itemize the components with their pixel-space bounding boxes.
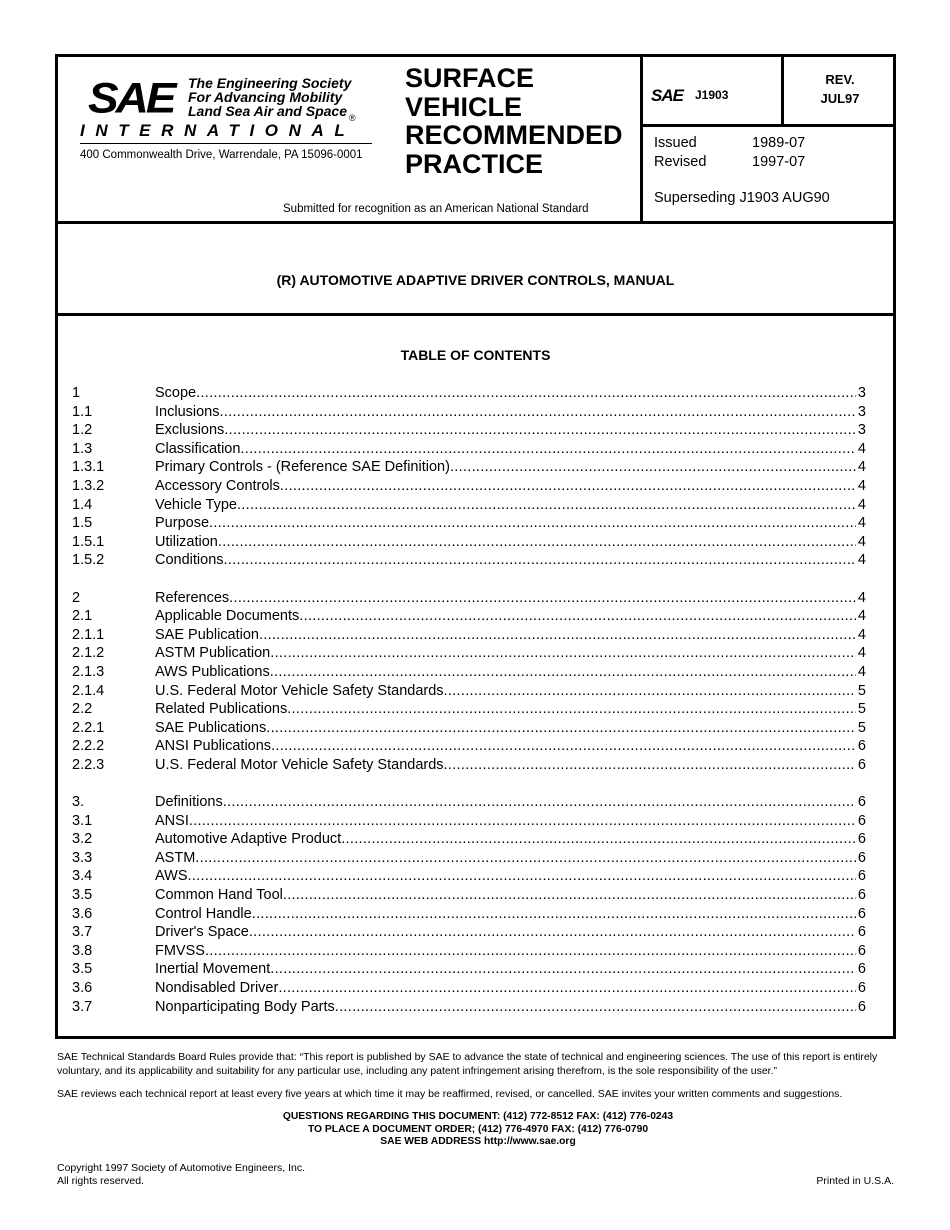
- toc-entry-title: Inertial Movement: [155, 961, 271, 978]
- review-policy-text: SAE reviews each technical report at least every five years at which time it may be reaffirmed, revised, or cancelled. SAE invites your written comments and suggestions.: [57, 1088, 843, 1100]
- toc-entry-page: 6: [857, 961, 866, 978]
- toc-entry-page: 4: [857, 589, 866, 606]
- toc-entry-number: 2: [72, 589, 81, 606]
- document-number: J1903: [695, 88, 729, 102]
- toc-entry-title: Classification: [155, 440, 241, 457]
- toc-entry-title: Conditions: [155, 552, 224, 569]
- contact-info: QUESTIONS REGARDING THIS DOCUMENT: (412) 772-8512 FAX: (412) 776-0243 TO PLACE A DOCUMENT ORDER; (412) 776-4970 FAX: (412) 776-0790 SAE WEB ADDRESS http://www.sae.org: [282, 1111, 674, 1147]
- toc-entry[interactable]: [72, 700, 866, 719]
- toc-entry-title: Driver's Space: [155, 924, 249, 941]
- toc-dot-leader: [209, 514, 856, 533]
- toc-entry-title: ANSI Publications: [155, 738, 272, 755]
- toc-entry-number: 3.4: [72, 868, 93, 885]
- table-of-contents: [72, 384, 866, 1016]
- toc-entry-number: 2.1.4: [72, 682, 105, 699]
- toc-dot-leader: [270, 960, 856, 979]
- toc-entry-page: 6: [857, 794, 866, 811]
- toc-entry-number: 1.5.1: [72, 533, 105, 550]
- toc-dot-leader: [188, 867, 856, 886]
- toc-entry-number: 3.8: [72, 942, 93, 959]
- toc-entry-page: 5: [857, 701, 866, 718]
- header-divider: [55, 221, 896, 224]
- toc-entry-page: 4: [857, 626, 866, 643]
- board-rules-text: SAE Technical Standards Board Rules provide that: “This report is published by SAE to advance the state of technical and engineering sciences. The use of this report is entirely voluntary, and its applicability and suitability for any particular use, including any patent infringement arising therefrom, is the sole responsibility of the user.”: [57, 1051, 878, 1077]
- toc-entry-number: 1.3.1: [72, 459, 105, 476]
- toc-entry-title: Automotive Adaptive Product: [155, 831, 342, 848]
- toc-entry-title: References: [155, 589, 230, 606]
- toc-entry-number: 1.1: [72, 403, 93, 420]
- toc-entry-title: ASTM Publication: [155, 645, 271, 662]
- toc-entry-title: Primary Controls - (Reference SAE Definition): [155, 459, 450, 476]
- printed-in: Printed in U.S.A.: [816, 1175, 894, 1187]
- toc-dot-leader: [237, 496, 856, 515]
- toc-entry[interactable]: [72, 998, 866, 1017]
- toc-entry-page: 6: [857, 887, 866, 904]
- toc-entry-title: Inclusions: [155, 403, 220, 420]
- rev-row-divider: [641, 124, 896, 127]
- toc-entry-number: 1.2: [72, 422, 93, 439]
- toc-entry-title: Common Hand Tool: [155, 887, 283, 904]
- toc-entry-page: 6: [857, 998, 866, 1015]
- toc-dot-leader: [266, 719, 856, 738]
- revision-box: REV. JUL97: [820, 72, 860, 106]
- toc-dot-leader: [219, 403, 855, 422]
- toc-dot-leader: [450, 458, 856, 477]
- toc-entry[interactable]: [72, 384, 866, 403]
- toc-entry-page: 6: [857, 905, 866, 922]
- toc-entry-number: 2.1.3: [72, 663, 105, 680]
- org-address: 400 Commonwealth Drive, Warrendale, PA 15096-0001: [80, 149, 363, 161]
- toc-entry-title: Nonparticipating Body Parts: [155, 998, 335, 1015]
- toc-entry-title: Purpose: [155, 515, 210, 532]
- toc-entry-number: 1.3: [72, 440, 93, 457]
- toc-entry[interactable]: [72, 458, 866, 477]
- toc-dot-leader: [229, 589, 856, 608]
- sae-logo: SAE: [88, 74, 174, 122]
- toc-entry-page: 3: [857, 385, 866, 401]
- toc-entry[interactable]: [72, 626, 866, 645]
- toc-entry-page: 4: [857, 645, 866, 662]
- toc-entry-number: 2.1.2: [72, 645, 105, 662]
- toc-entry-page: 6: [857, 942, 866, 959]
- toc-entry-title: Exclusions: [155, 422, 225, 439]
- toc-entry-title: Related Publications: [155, 701, 288, 718]
- toc-entry[interactable]: [72, 682, 866, 701]
- document-title: (R) AUTOMOTIVE ADAPTIVE DRIVER CONTROLS, MANUAL: [276, 272, 675, 288]
- toc-entry-page: 3: [857, 422, 866, 439]
- toc-entry-title: Definitions: [155, 794, 223, 811]
- toc-entry-title: Control Handle: [155, 905, 252, 922]
- toc-entry[interactable]: [72, 942, 866, 961]
- toc-entry-number: 2.2.3: [72, 756, 105, 773]
- toc-entry[interactable]: [72, 867, 866, 886]
- issue-dates: Issued 1989-07 Revised 1997-07: [654, 135, 806, 170]
- toc-dot-leader: [224, 551, 856, 570]
- toc-entry-number: 2.2: [72, 701, 93, 718]
- toc-entry-number: 2.1: [72, 608, 93, 625]
- toc-heading: TABLE OF CONTENTS: [400, 347, 551, 363]
- toc-entry[interactable]: [72, 849, 866, 868]
- header-column-divider: [640, 54, 643, 223]
- toc-dot-leader: [195, 849, 856, 868]
- toc-dot-leader: [444, 682, 856, 701]
- toc-entry-page: 3: [857, 403, 866, 420]
- toc-dot-leader: [224, 421, 856, 440]
- toc-entry-page: 4: [857, 608, 866, 625]
- toc-entry[interactable]: [72, 737, 866, 756]
- org-tagline: The Engineering Society For Advancing Mobility Land Sea Air and Space: [188, 75, 352, 119]
- toc-entry-title: Nondisabled Driver: [155, 980, 279, 996]
- registered-mark: ®: [349, 113, 356, 123]
- toc-entry-title: ANSI: [155, 812, 189, 829]
- toc-dot-leader: [271, 737, 856, 756]
- superseding-note: Superseding J1903 AUG90: [654, 190, 830, 206]
- toc-entry[interactable]: [72, 644, 866, 663]
- toc-dot-leader: [223, 793, 856, 812]
- toc-dot-leader: [240, 440, 856, 459]
- toc-entry-number: 1.3.2: [72, 477, 105, 494]
- toc-dot-leader: [280, 477, 856, 496]
- toc-entry-page: 4: [857, 663, 866, 680]
- document-type: SURFACE VEHICLE RECOMMENDED PRACTICE: [405, 63, 623, 179]
- toc-entry[interactable]: [72, 663, 866, 682]
- toc-entry-number: 1.5: [72, 515, 93, 532]
- toc-entry-title: ASTM: [155, 849, 196, 866]
- toc-entry-number: 3.6: [72, 905, 93, 922]
- toc-entry-page: 6: [857, 924, 866, 941]
- toc-entry-page: 5: [857, 682, 866, 699]
- toc-dot-leader: [270, 663, 856, 682]
- toc-dot-leader: [278, 979, 856, 998]
- toc-entry-number: 3.6: [72, 980, 93, 996]
- toc-dot-leader: [299, 607, 856, 626]
- toc-entry[interactable]: [72, 756, 866, 775]
- toc-dot-leader: [205, 942, 856, 961]
- toc-entry[interactable]: [72, 514, 866, 533]
- toc-entry-title: Utilization: [155, 533, 218, 550]
- toc-entry-page: 6: [857, 868, 866, 885]
- toc-entry-number: 3.5: [72, 961, 93, 978]
- toc-entry-page: 6: [857, 756, 866, 773]
- submitted-note: Submitted for recognition as an American National Standard: [283, 203, 589, 215]
- toc-entry[interactable]: [72, 551, 866, 570]
- rev-column-divider: [781, 54, 784, 127]
- sae-mini-logo: SAE: [651, 86, 683, 105]
- org-international: INTERNATIONAL: [80, 121, 356, 140]
- toc-dot-leader: [444, 756, 856, 775]
- toc-entry-page: 6: [857, 738, 866, 755]
- toc-entry-number: 3.1: [72, 812, 93, 829]
- toc-entry-title: Applicable Documents: [155, 608, 300, 625]
- toc-entry[interactable]: [72, 960, 866, 979]
- toc-entry-number: 3.3: [72, 849, 93, 866]
- toc-entry-number: 3.7: [72, 998, 93, 1015]
- toc-dot-leader: [218, 533, 856, 552]
- toc-entry[interactable]: [72, 403, 866, 422]
- toc-entry-page: 4: [857, 440, 866, 457]
- toc-dot-leader: [252, 905, 856, 924]
- toc-dot-leader: [341, 830, 856, 849]
- toc-entry[interactable]: [72, 812, 866, 831]
- toc-entry[interactable]: [72, 477, 866, 496]
- toc-entry-page: 5: [857, 719, 866, 736]
- toc-entry[interactable]: [72, 793, 866, 812]
- toc-entry-number: 1.4: [72, 496, 93, 513]
- toc-entry-title: Scope: [155, 385, 197, 401]
- toc-dot-leader: [283, 886, 856, 905]
- logo-rule: [80, 143, 372, 144]
- copyright: Copyright 1997 Society of Automotive Engineers, Inc. All rights reserved.: [57, 1162, 306, 1187]
- toc-entry-number: 3.5: [72, 887, 93, 904]
- toc-entry[interactable]: [72, 979, 866, 998]
- toc-dot-leader: [270, 644, 856, 663]
- toc-entry-title: AWS Publications: [155, 663, 270, 680]
- toc-entry-number: 3.7: [72, 924, 93, 941]
- toc-entry[interactable]: [72, 905, 866, 924]
- toc-entry-number: 1: [72, 385, 81, 401]
- toc-dot-leader: [335, 998, 856, 1017]
- toc-entry-number: 3.2: [72, 831, 93, 848]
- toc-entry-page: 4: [857, 477, 866, 494]
- toc-entry-page: 4: [857, 552, 866, 569]
- toc-entry-number: 1.5.2: [72, 552, 105, 569]
- toc-entry[interactable]: [72, 607, 866, 626]
- title-divider: [55, 313, 896, 316]
- toc-entry-number: 2.2.2: [72, 738, 105, 755]
- toc-entry-page: 6: [857, 980, 866, 996]
- toc-entry-title: FMVSS: [155, 942, 205, 959]
- toc-entry-title: AWS: [155, 868, 188, 885]
- toc-group-gap: [72, 774, 866, 793]
- toc-dot-leader: [196, 384, 856, 403]
- toc-entry-page: 4: [857, 496, 866, 513]
- toc-group-gap: [72, 570, 866, 589]
- toc-entry-page: 6: [857, 812, 866, 829]
- toc-dot-leader: [259, 626, 856, 645]
- toc-entry[interactable]: [72, 830, 866, 849]
- toc-entry[interactable]: [72, 421, 866, 440]
- toc-entry-number: 2.2.1: [72, 719, 105, 736]
- toc-entry-page: 6: [857, 831, 866, 848]
- toc-dot-leader: [189, 812, 856, 831]
- toc-entry-page: 6: [857, 849, 866, 866]
- toc-entry-page: 4: [857, 533, 866, 550]
- toc-entry[interactable]: [72, 923, 866, 942]
- toc-entry[interactable]: [72, 496, 866, 515]
- toc-entry[interactable]: [72, 533, 866, 552]
- toc-entry[interactable]: [72, 886, 866, 905]
- toc-entry-page: 4: [857, 459, 866, 476]
- toc-entry-page: 4: [857, 515, 866, 532]
- toc-entry-number: 3.: [72, 794, 85, 811]
- toc-entry[interactable]: [72, 589, 866, 608]
- toc-entry-title: SAE Publications: [155, 719, 267, 736]
- toc-entry-title: SAE Publication: [155, 626, 259, 643]
- toc-dot-leader: [287, 700, 856, 719]
- toc-entry[interactable]: [72, 440, 866, 459]
- toc-entry-title: U.S. Federal Motor Vehicle Safety Standards: [155, 682, 444, 699]
- toc-entry-title: Accessory Controls: [155, 477, 280, 494]
- toc-entry[interactable]: [72, 719, 866, 738]
- toc-dot-leader: [249, 923, 856, 942]
- toc-entry-title: U.S. Federal Motor Vehicle Safety Standards: [155, 756, 444, 773]
- toc-entry-number: 2.1.1: [72, 626, 105, 643]
- toc-entry-title: Vehicle Type: [155, 496, 237, 513]
